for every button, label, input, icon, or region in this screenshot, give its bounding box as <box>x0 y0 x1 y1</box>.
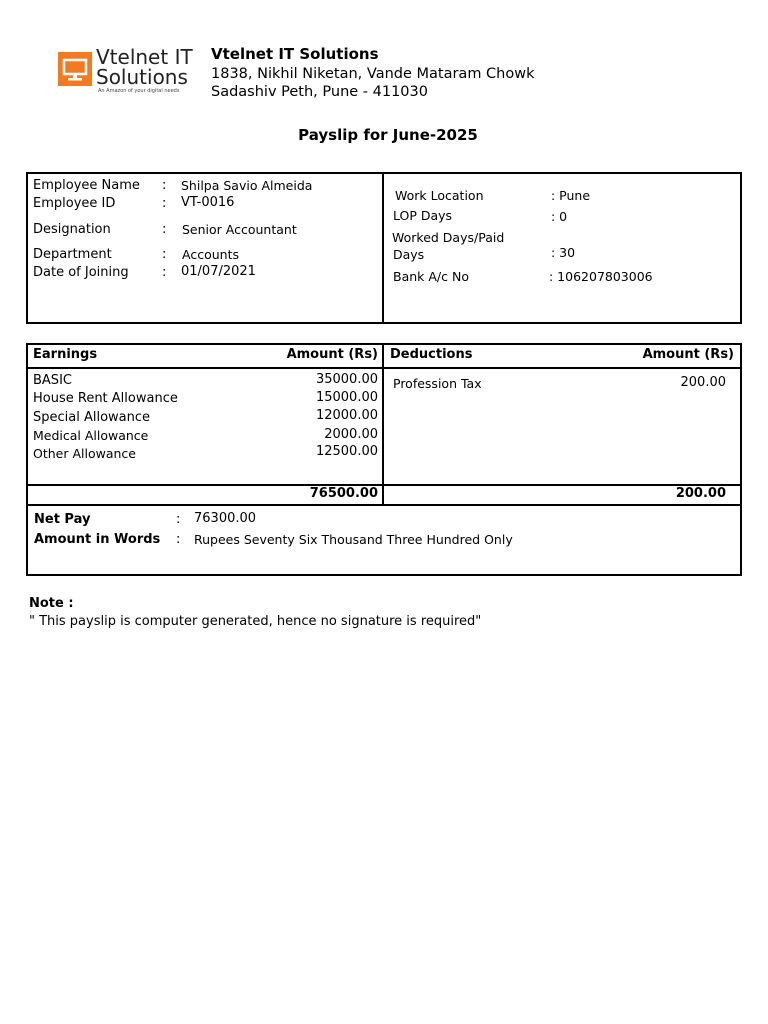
department-value: Accounts <box>182 247 239 262</box>
deductions-amount-header: Amount (Rs) <box>642 347 734 362</box>
amount-in-words-value: Rupees Seventy Six Thousand Three Hundred Only <box>194 532 513 547</box>
earning-label: Other Allowance <box>33 446 136 461</box>
worked-days-label: Worked Days/Paid <box>392 230 505 245</box>
employee-id-value: VT-0016 <box>181 195 235 210</box>
payslip-title: Payslip for June-2025 <box>298 126 478 144</box>
colon: : <box>162 265 167 280</box>
earning-amount: 2000.00 <box>324 427 378 442</box>
logo-tagline: An Amazon of your digital needs <box>98 88 180 94</box>
divider <box>382 343 384 506</box>
earning-label: House Rent Allowance <box>33 391 178 406</box>
worked-days-value: : 30 <box>551 245 576 260</box>
designation-value: Senior Accountant <box>182 222 297 237</box>
company-address-line2: Sadashiv Peth, Pune - 411030 <box>211 84 428 100</box>
designation-label: Designation <box>33 222 111 237</box>
earning-label: BASIC <box>33 373 72 388</box>
work-location-label: Work Location <box>395 188 484 203</box>
employee-id-label: Employee ID <box>33 196 116 211</box>
total-earnings: 76500.00 <box>309 486 378 501</box>
note-text: " This payslip is computer generated, hence no signature is required" <box>29 614 482 629</box>
earnings-amount-header: Amount (Rs) <box>286 347 378 362</box>
deduction-label: Profession Tax <box>393 376 482 391</box>
company-name: Vtelnet IT Solutions <box>211 45 379 63</box>
worked-days-label: Days <box>393 247 425 262</box>
earning-amount: 35000.00 <box>315 372 378 387</box>
note-label: Note : <box>29 596 74 611</box>
doj-label: Date of Joining <box>33 265 129 280</box>
earning-label: Special Allowance <box>33 410 151 425</box>
amount-in-words-label: Amount in Words <box>34 532 161 547</box>
bank-account-value: : 106207803006 <box>549 269 653 284</box>
doj-value: 01/07/2021 <box>181 264 256 279</box>
total-deductions: 200.00 <box>675 486 726 501</box>
colon: : <box>162 222 167 237</box>
net-pay-value: 76300.00 <box>194 511 257 526</box>
colon: : <box>162 247 167 262</box>
earning-amount: 15000.00 <box>315 390 378 405</box>
divider <box>382 172 384 324</box>
logo-text: Solutions <box>96 65 188 89</box>
employee-name-value: Shilpa Savio Almeida <box>181 178 313 193</box>
divider <box>26 367 742 369</box>
department-label: Department <box>33 247 112 262</box>
earning-label: Medical Allowance <box>33 428 149 443</box>
deduction-amount: 200.00 <box>680 375 726 390</box>
deductions-header: Deductions <box>390 347 473 362</box>
lop-days-value: : 0 <box>551 209 568 224</box>
earning-amount: 12000.00 <box>315 408 378 423</box>
colon: : <box>162 196 167 211</box>
company-address-line1: 1838, Nikhil Niketan, Vande Mataram Chowk <box>211 66 535 82</box>
earnings-header: Earnings <box>33 347 98 362</box>
bank-account-label: Bank A/c No <box>393 269 469 284</box>
monitor-icon <box>58 52 92 86</box>
lop-days-label: LOP Days <box>393 208 453 223</box>
divider <box>26 504 742 506</box>
colon: : <box>162 178 167 193</box>
employee-name-label: Employee Name <box>33 178 140 193</box>
earning-amount: 12500.00 <box>315 444 378 459</box>
logo-text: Vtelnet IT <box>96 45 193 69</box>
company-logo <box>30 44 200 126</box>
colon: : <box>176 512 181 527</box>
work-location-value: : Pune <box>551 188 591 203</box>
net-pay-label: Net Pay <box>34 512 91 527</box>
colon: : <box>176 532 181 547</box>
employee-details-box <box>26 172 742 324</box>
